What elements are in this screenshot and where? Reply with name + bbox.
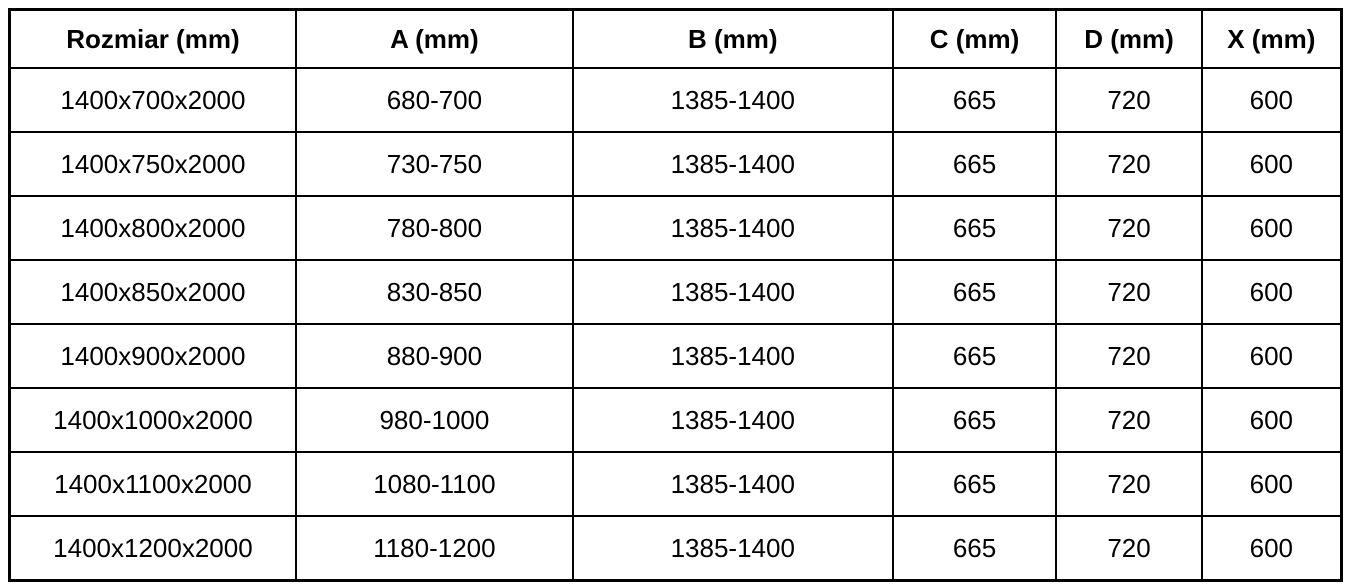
table-cell: 1400x750x2000: [10, 132, 296, 196]
table-cell: 600: [1202, 516, 1342, 581]
table-cell: 600: [1202, 132, 1342, 196]
table-cell: 600: [1202, 196, 1342, 260]
column-header-c: C (mm): [893, 10, 1057, 69]
table-cell: 830-850: [296, 260, 573, 324]
table-row: [10, 324, 1342, 388]
header-row: [10, 10, 1342, 69]
column-header-x: X (mm): [1202, 10, 1342, 69]
column-header-a: A (mm): [296, 10, 573, 69]
table-cell: 665: [893, 68, 1057, 132]
table-cell: 1400x700x2000: [10, 68, 296, 132]
table-row: [10, 388, 1342, 452]
table-cell: 720: [1056, 324, 1201, 388]
column-header-d: D (mm): [1056, 10, 1201, 69]
table-cell: 1385-1400: [573, 388, 893, 452]
table-row: [10, 68, 1342, 132]
table-cell: 780-800: [296, 196, 573, 260]
table-cell: 1385-1400: [573, 516, 893, 581]
table-cell: 1385-1400: [573, 68, 893, 132]
table-cell: 1080-1100: [296, 452, 573, 516]
spec-table: [8, 8, 1343, 582]
table-cell: 665: [893, 324, 1057, 388]
table-cell: 720: [1056, 388, 1201, 452]
table-cell: 665: [893, 132, 1057, 196]
table-cell: 1400x900x2000: [10, 324, 296, 388]
table-cell: 1385-1400: [573, 324, 893, 388]
column-header-rozmiar: Rozmiar (mm): [10, 10, 296, 69]
table-cell: 720: [1056, 68, 1201, 132]
table-row: [10, 260, 1342, 324]
table-cell: 720: [1056, 260, 1201, 324]
table-cell: 1400x1000x2000: [10, 388, 296, 452]
table-cell: 1400x1100x2000: [10, 452, 296, 516]
column-header-b: B (mm): [573, 10, 893, 69]
table-cell: 600: [1202, 452, 1342, 516]
table-cell: 880-900: [296, 324, 573, 388]
table-cell: 720: [1056, 516, 1201, 581]
table-cell: 600: [1202, 388, 1342, 452]
table-cell: 1400x800x2000: [10, 196, 296, 260]
table-cell: 720: [1056, 196, 1201, 260]
table-row: [10, 452, 1342, 516]
table-cell: 665: [893, 260, 1057, 324]
table-cell: 665: [893, 452, 1057, 516]
table-cell: 720: [1056, 132, 1201, 196]
table-cell: 1385-1400: [573, 260, 893, 324]
table-cell: 980-1000: [296, 388, 573, 452]
table-cell: 1400x850x2000: [10, 260, 296, 324]
table-cell: 1400x1200x2000: [10, 516, 296, 581]
table-cell: 1385-1400: [573, 132, 893, 196]
table-row: [10, 516, 1342, 581]
table-cell: 600: [1202, 68, 1342, 132]
table-cell: 1180-1200: [296, 516, 573, 581]
table-row: [10, 132, 1342, 196]
table-cell: 665: [893, 196, 1057, 260]
table-cell: 665: [893, 388, 1057, 452]
table-cell: 1385-1400: [573, 452, 893, 516]
table-cell: 680-700: [296, 68, 573, 132]
table-cell: 730-750: [296, 132, 573, 196]
table-cell: 720: [1056, 452, 1201, 516]
table-cell: 1385-1400: [573, 196, 893, 260]
table-cell: 600: [1202, 260, 1342, 324]
table-body: [10, 68, 1342, 581]
table-cell: 665: [893, 516, 1057, 581]
table-cell: 600: [1202, 324, 1342, 388]
table-row: [10, 196, 1342, 260]
